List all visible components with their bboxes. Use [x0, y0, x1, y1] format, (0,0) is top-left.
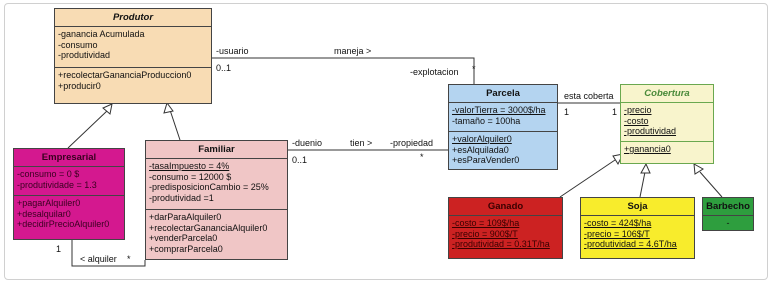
- inheritance-arrowhead: [164, 103, 173, 113]
- class-name: Ganado: [449, 198, 562, 216]
- class-name: Cobertura: [621, 85, 713, 103]
- operation: +recolectarGananciaProduccion0: [58, 70, 192, 80]
- generalization-empresarial-produtor: [68, 110, 108, 148]
- class-name: Empresarial: [14, 149, 124, 167]
- attribute: -costo = 109$/ha: [452, 218, 520, 228]
- operations-section: [55, 68, 211, 93]
- operation: +esParaVender0: [452, 155, 520, 165]
- operation: +desalquilar0: [17, 208, 71, 219]
- multiplicity-familiar-side: *: [127, 254, 131, 264]
- operation: +darParaAlquiler0: [149, 212, 222, 222]
- attributes-section: [581, 216, 694, 252]
- association-name-maneja: maneja >: [334, 46, 372, 56]
- generalization-soja-cobertura: [640, 172, 645, 197]
- attributes-section: [449, 216, 562, 252]
- attribute: -produtividad =1: [149, 192, 214, 203]
- multiplicity-empresarial-side: 1: [56, 244, 62, 254]
- role-explotacion: -explotacion: [410, 67, 459, 77]
- attribute: -precio = 106$/T: [584, 228, 650, 239]
- class-barbecho[interactable]: [702, 197, 754, 231]
- multiplicity-usuario: 0..1: [216, 63, 232, 73]
- class-produtor[interactable]: [54, 8, 212, 104]
- attributes-section: [55, 27, 211, 68]
- operations-section: [14, 196, 124, 232]
- operation: +venderParcela0: [149, 233, 218, 243]
- class-soja[interactable]: [580, 197, 695, 259]
- attribute: -predisposicionCambio = 25%: [149, 182, 269, 192]
- attribute: -tamaño = 100ha: [452, 115, 521, 126]
- inheritance-arrowhead: [641, 164, 650, 173]
- generalization-barbecho-cobertura: [700, 172, 722, 197]
- class-parcela[interactable]: [448, 84, 558, 170]
- operation: +pagarAlquiler0: [17, 198, 81, 208]
- class-ganado[interactable]: [448, 197, 563, 259]
- inheritance-arrowhead: [694, 164, 703, 174]
- attribute: -produtividad: [58, 50, 111, 60]
- class-name: Produtor: [55, 9, 211, 27]
- multiplicity-cobertura-side: 1: [612, 107, 618, 117]
- generalization-familiar-produtor: [170, 110, 180, 140]
- operation: +comprarParcela0: [149, 243, 223, 254]
- class-cobertura[interactable]: [620, 84, 714, 164]
- role-duenio: -duenio: [292, 138, 323, 148]
- attribute: -ganancia Acumulada: [58, 29, 145, 39]
- attribute: -produtividad: [624, 126, 677, 136]
- attributes-section: [703, 216, 753, 231]
- operation: +valorAlquiler0: [452, 134, 512, 144]
- role-usuario: -usuario: [216, 46, 249, 56]
- class-familiar[interactable]: [145, 140, 288, 260]
- attribute: -costo = 424$/ha: [584, 218, 652, 228]
- attribute: -costo: [624, 115, 649, 126]
- attribute: -valorTierra = 3000$/ha: [452, 105, 546, 115]
- operations-section: [621, 142, 713, 157]
- operation: +ganancia0: [624, 144, 671, 154]
- operation: +recolectarGananciaAlquiler0: [149, 222, 268, 233]
- role-propiedad: -propiedad: [390, 138, 434, 148]
- attribute: -tasaImpuesto = 4%: [149, 161, 230, 171]
- attribute: -produtividad = 0.31T/ha: [452, 239, 550, 249]
- operations-section: [449, 132, 557, 168]
- attributes-section: [14, 167, 124, 196]
- class-name: Soja: [581, 198, 694, 216]
- association-name-tiene: tien >: [350, 138, 373, 148]
- class-name: Parcela: [449, 85, 557, 103]
- operations-section: [146, 210, 287, 256]
- attribute: -produtividade = 1.3: [17, 179, 97, 190]
- association-name-alquiler: < alquiler: [80, 254, 117, 264]
- attribute: -: [726, 218, 730, 228]
- multiplicity-parcela-side: 1: [564, 107, 570, 117]
- attributes-section: [146, 159, 287, 210]
- association-name-esta-cubierta: esta coberta: [564, 91, 614, 101]
- multiplicity-duenio: 0..1: [292, 155, 308, 165]
- attributes-section: [621, 103, 713, 142]
- attribute: -consumo: [58, 39, 98, 50]
- operation: +decidirPrecioAlquiler0: [17, 219, 110, 229]
- attribute: -produtividad = 4.6T/ha: [584, 239, 677, 249]
- operation: +producir0: [58, 80, 101, 91]
- class-name: Barbecho: [703, 198, 753, 216]
- class-empresarial[interactable]: [13, 148, 125, 240]
- multiplicity-explotacion: *: [472, 64, 476, 74]
- attributes-section: [449, 103, 557, 132]
- attribute: -precio = 900$/T: [452, 228, 518, 239]
- class-name: Familiar: [146, 141, 287, 159]
- generalization-ganado-cobertura: [560, 158, 618, 197]
- operation: +esAlquilada0: [452, 144, 509, 155]
- inheritance-arrowhead: [103, 104, 112, 114]
- attribute: -consumo = 0 $: [17, 169, 80, 179]
- attribute: -precio: [624, 105, 652, 115]
- multiplicity-propiedad: *: [420, 152, 424, 162]
- attribute: -consumo = 12000 $: [149, 171, 232, 182]
